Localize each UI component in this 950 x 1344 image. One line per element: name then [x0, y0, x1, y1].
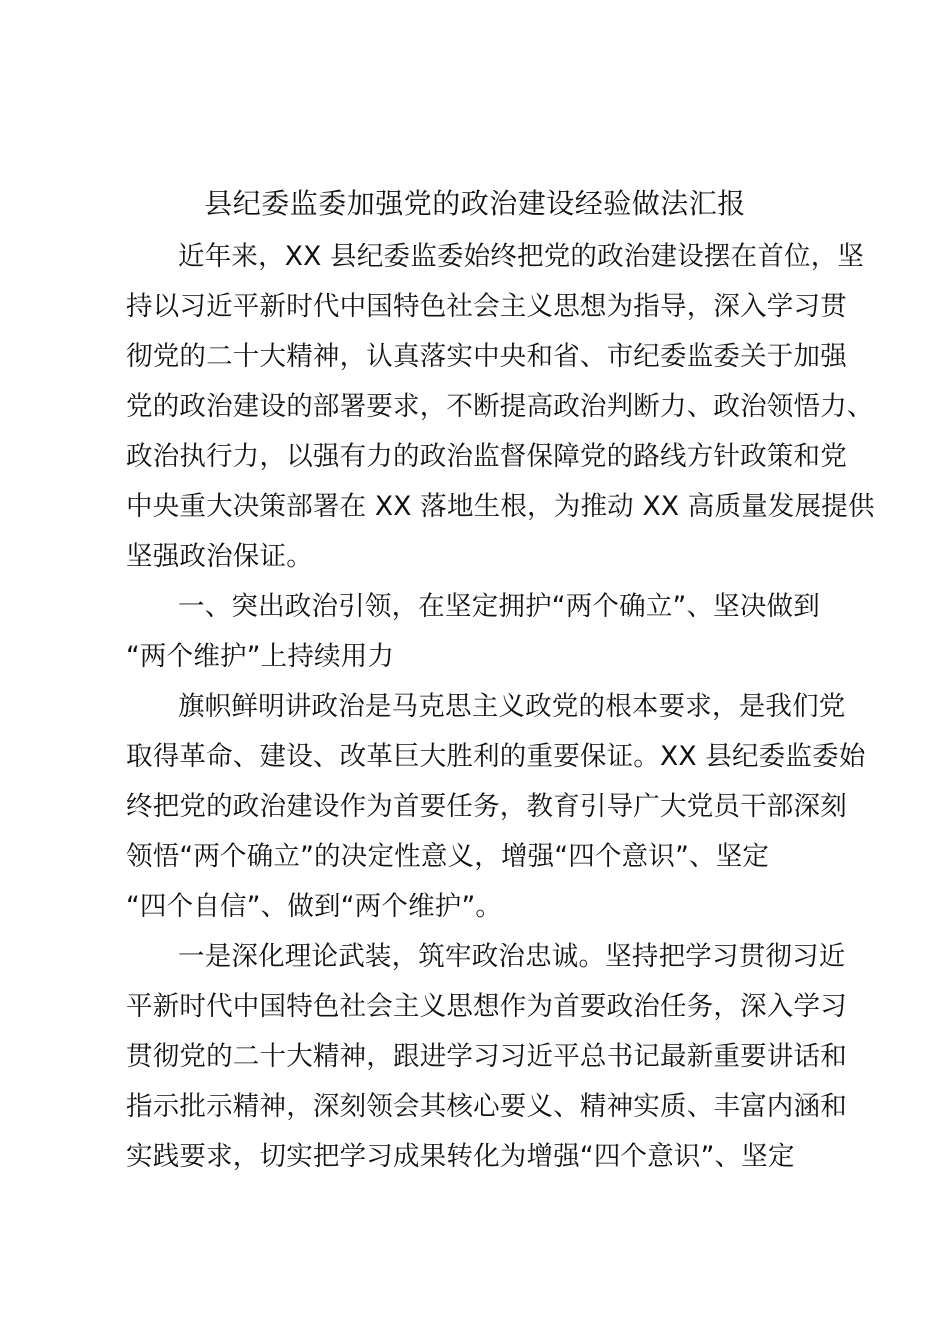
- paragraph-3-line-1: 一是深化理论武装，筑牢政治忠诚。坚持把学习贯彻习近: [178, 941, 846, 972]
- section-heading-line-2: “两个维护”上持续用力: [126, 641, 395, 672]
- paragraph-2-line-2: 取得革命、建设、改革巨大胜利的重要保证。XX 县纪委监委始: [126, 741, 866, 772]
- paragraph-1-line-1: 近年来，XX 县纪委监委始终把党的政治建设摆在首位，坚: [178, 241, 865, 272]
- paragraph-1-line-4: 党的政治建设的部署要求，不断提高政治判断力、政治领悟力、: [126, 391, 874, 422]
- paragraph-1-line-2: 持以习近平新时代中国特色社会主义思想为指导，深入学习贯: [126, 291, 847, 322]
- section-heading-line-1: 一、突出政治引领，在坚定拥护“两个确立”、坚决做到: [178, 591, 820, 622]
- paragraph-2-line-3: 终把党的政治建设作为首要任务，教育引导广大党员干部深刻: [126, 791, 847, 822]
- paragraph-1-line-6: 中央重大决策部署在 XX 落地生根，为推动 XX 高质量发展提供: [126, 491, 875, 522]
- paragraph-3-line-3: 贯彻党的二十大精神，跟进学习习近平总书记最新重要讲话和: [126, 1041, 847, 1072]
- paragraph-1-line-5: 政治执行力，以强有力的政治监督保障党的路线方针政策和党: [126, 441, 847, 472]
- paragraph-2-line-5: “四个自信”、做到“两个维护”。: [126, 891, 503, 922]
- paragraph-2-line-4: 领悟“两个确立”的决定性意义，增强“四个意识”、坚定: [126, 841, 770, 872]
- document-title: 县纪委监委加强党的政治建设经验做法汇报: [204, 187, 746, 220]
- paragraph-3-line-5: 实践要求，切实把学习成果转化为增强“四个意识”、坚定: [126, 1141, 795, 1172]
- paragraph-1-line-3: 彻党的二十大精神，认真落实中央和省、市纪委监委关于加强: [126, 341, 847, 372]
- paragraph-2-line-1: 旗帜鲜明讲政治是马克思主义政党的根本要求，是我们党: [178, 691, 846, 722]
- document-body: [126, 232, 875, 1182]
- paragraph-3-line-2: 平新时代中国特色社会主义思想作为首要政治任务，深入学习: [126, 991, 847, 1022]
- paragraph-3-line-4: 指示批示精神，深刻领会其核心要义、精神实质、丰富内涵和: [126, 1091, 847, 1122]
- paragraph-1-line-7: 坚强政治保证。: [126, 541, 313, 572]
